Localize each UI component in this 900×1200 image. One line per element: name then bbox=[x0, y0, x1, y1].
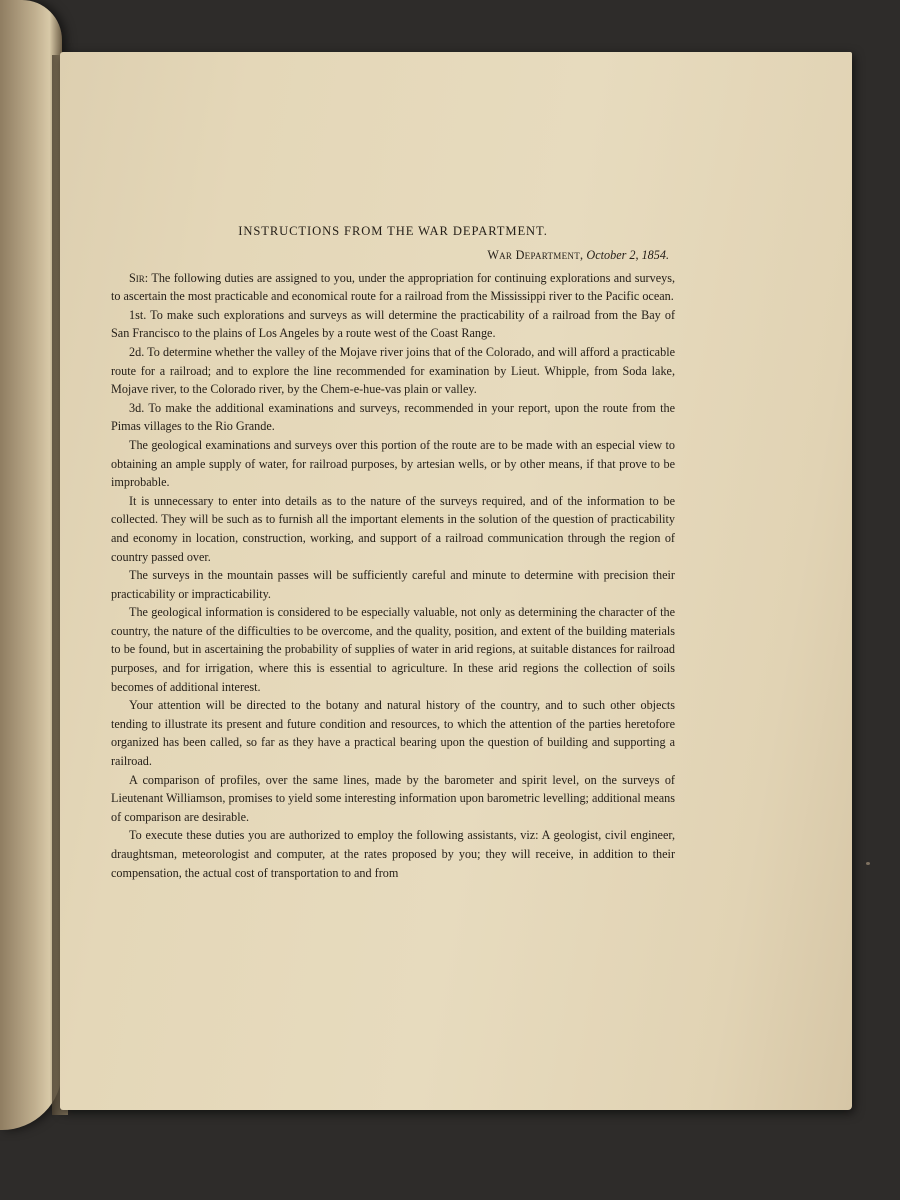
paragraph-4: 3d. To make the additional examinations and surveys, recommended in your report, upon the route from the Pimas villages to the Rio Grande. bbox=[111, 400, 675, 434]
paragraph-1-text: The following duties are assigned to you, under the appropriation for continuing explorations and surveys, to ascertain the most practicable and economical route for a railroad from the Mississippi river to the Pacific ocean. bbox=[111, 270, 676, 304]
paragraph-10: A comparison of profiles, over the same lines, made by the barometer and spirit level, on the surveys of Lieutenant Williamson, promises to yield some interesting information upon barometric levelling; additional means of comparison are desirable. bbox=[111, 772, 675, 824]
salutation: Sir: bbox=[129, 270, 149, 285]
paragraph-5: The geological examinations and surveys over this portion of the route are to be made with an especial view to obtaining an ample supply of water, for railroad purposes, by artesian wells, or by other means, if that prove to be improbable. bbox=[111, 437, 675, 490]
page-text bbox=[111, 222, 675, 882]
paragraph-8: The geological information is considered to be especially valuable, not only as determining the character of the country, the nature of the difficulties to be overcome, and the quality, position, and extent of the building materials to be found, but in ascertaining the probability of supplies of water in arid regions, at suitable distances for railroad purposes, and for irrigation, where this is essential to agriculture. In these arid regions the collection of soils becomes of additional interest. bbox=[111, 605, 675, 694]
paper-speck bbox=[866, 862, 870, 865]
paragraph-2: 1st. To make such explorations and surveys as will determine the practicability of a railroad from the Bay of San Francisco to the plains of Los Angeles by a route west of the Coast Range. bbox=[111, 307, 675, 341]
paragraph-9: Your attention will be directed to the botany and natural history of the country, and to such other objects tending to illustrate its present and future condition and resources, to which the attention of the parties heretofore organized has been called, so far as they have a practical bearing upon the question of building and supporting a railroad. bbox=[111, 698, 675, 769]
page-heading: INSTRUCTIONS FROM THE WAR DEPARTMENT. bbox=[238, 224, 548, 238]
dateline bbox=[111, 246, 675, 265]
paragraph-1 bbox=[111, 269, 675, 306]
paragraph-6: It is unnecessary to enter into details as to the nature of the surveys required, and of the information to be collected. They will be such as to furnish all the important elements in the solution of the question of practicability and economy in location, construction, working, and support of a railroad communication through the region of country passed over. bbox=[111, 493, 675, 564]
paragraph-3: 2d. To determine whether the valley of the Mojave river joins that of the Colorado, and will afford a practicable route for a railroad; and to explore the line recommended for examination by Lieut. Whipple, from Soda lake, Mojave river, to the Colorado river, by the Chem-e-hue-vas plain or valley. bbox=[111, 344, 675, 397]
paragraph-11: To execute these duties you are authorized to employ the following assistants, viz: A geologist, civil engineer, draughtsman, meteorologist and computer, at the rates proposed by you; they will receive, in addition to their compensation, the actual cost of transportation to and from bbox=[111, 828, 675, 880]
paragraph-7: The surveys in the mountain passes will be sufficiently careful and minute to determine with precision their practicability or impracticability. bbox=[111, 568, 675, 601]
dateline-date: October 2, 1854. bbox=[586, 248, 669, 262]
dateline-department: War Department, bbox=[487, 248, 584, 262]
